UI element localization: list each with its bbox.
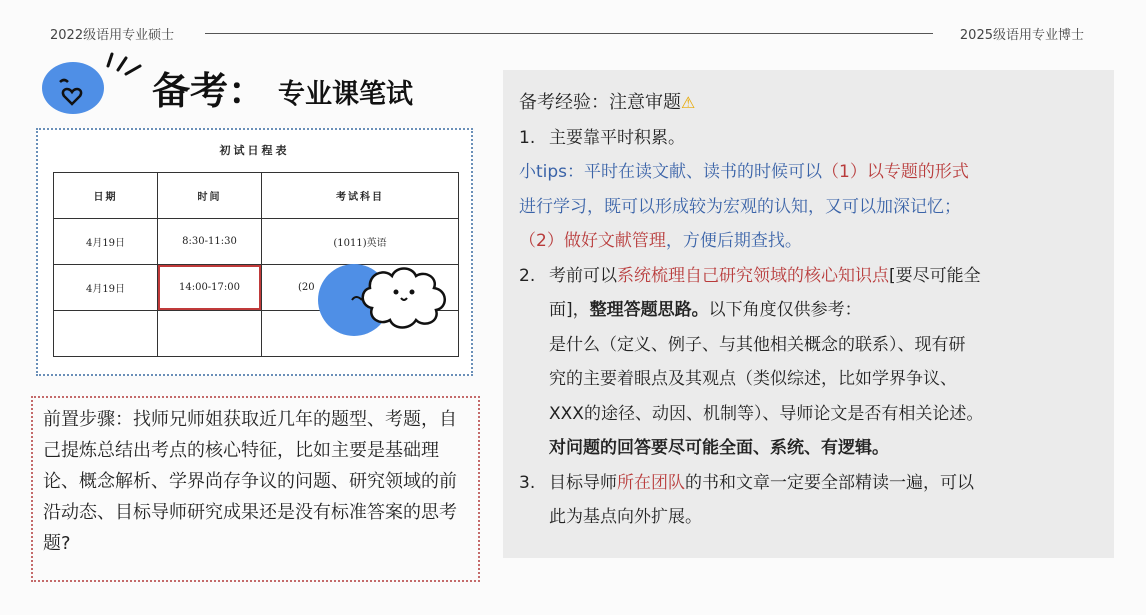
highlighted-time-cell <box>158 265 262 311</box>
warning-icon: ⚠ <box>681 93 696 112</box>
item-text: 目标导师 <box>549 472 617 493</box>
panel-heading <box>519 86 1102 121</box>
header-left-label: 2022级语用专业硕士 <box>50 28 175 43</box>
list-item <box>519 121 1102 156</box>
table-cell: (20 <box>262 265 459 311</box>
tips-paragraph <box>519 155 1102 259</box>
item-text: 是什么（定义、例子、与其他相关概念的联系）、现有研 <box>549 334 966 355</box>
table-cell <box>54 311 158 357</box>
item-text: 以下角度仅供参考： <box>708 300 862 320</box>
exam-table-title: 初试日程表 <box>219 144 290 157</box>
item-text: 考前可以 <box>549 265 617 286</box>
cloud-sticker-icon <box>318 258 463 338</box>
item-bold: 对问题的回答要尽可能全面、系统、有逻辑。 <box>549 438 889 458</box>
header-right-label: 2025级语用专业博士 <box>959 28 1084 43</box>
tips-text: 小tips：平时在读文献、读书的时候可以 <box>519 162 823 182</box>
column-header: 日期 <box>54 173 158 219</box>
column-header: 时间 <box>158 173 262 219</box>
tips-text: ，方便后期查找。 <box>665 231 802 251</box>
header-divider <box>205 33 933 34</box>
item-highlight: 所在团队 <box>617 472 685 493</box>
list-item <box>519 466 1102 535</box>
item-number: 1. <box>519 127 536 148</box>
preliminary-steps-box <box>31 396 480 582</box>
exam-schedule-card <box>36 128 473 376</box>
sparkle-strokes-icon <box>100 52 150 92</box>
item-text: 面]， <box>549 300 590 320</box>
table-header-row <box>54 173 459 219</box>
list-item <box>519 259 1102 466</box>
tips-highlight: （1）以专题的形式 <box>822 162 969 182</box>
item-highlight: 系统梳理自己研究领域的核心知识点 <box>617 265 889 286</box>
panel-heading-text: 备考经验：注意审题 <box>519 92 681 113</box>
table-cell-text: 14:00-17:00 <box>178 282 240 293</box>
page-title: 备考： <box>152 69 267 113</box>
tips-text: 进行学习，既可以形成较为宏观的认知，又可以加深记忆； <box>519 196 961 217</box>
item-number: 3. <box>519 472 536 493</box>
table-cell: 4月19日 <box>54 219 158 265</box>
tips-highlight: （2）做好文献管理 <box>519 231 666 251</box>
item-text: 究的主要着眼点及其观点（类似综述，比如学界争议、 <box>549 369 957 389</box>
item-text: 此为基点向外扩展。 <box>549 507 702 527</box>
item-text: 主要靠平时积累。 <box>549 127 685 148</box>
column-header: 考试科目 <box>262 173 459 219</box>
item-text: XXX的途径、动因、机制等）、导师论文是否有相关论述。 <box>549 403 984 424</box>
prep-experience-panel <box>503 70 1114 558</box>
table-cell: 8:30-11:30 <box>158 219 262 265</box>
blob-face-icon <box>42 62 104 114</box>
item-bold: 整理答题思路。 <box>589 300 709 320</box>
item-number: 2. <box>519 265 536 286</box>
table-cell <box>158 311 262 357</box>
table-cell: (1011)英语 <box>262 219 459 265</box>
highlight-box <box>158 265 261 310</box>
item-text: [要尽可能全 <box>889 265 981 286</box>
item-text: 的书和文章一定要全部精读一遍，可以 <box>685 472 974 493</box>
preliminary-steps-text: 前置步骤：找师兄师姐获取近几年的题型、考题，自己提炼总结出考点的核心特征，比如主要是基础理论、概念解析、学界尚存争议的问题、研究领域的前沿动态、目标导师研究成果还是没有标准答案的思考题? <box>43 409 457 554</box>
page-subtitle: 专业课笔试 <box>278 79 413 110</box>
table-cell: 4月19日 <box>54 265 158 311</box>
